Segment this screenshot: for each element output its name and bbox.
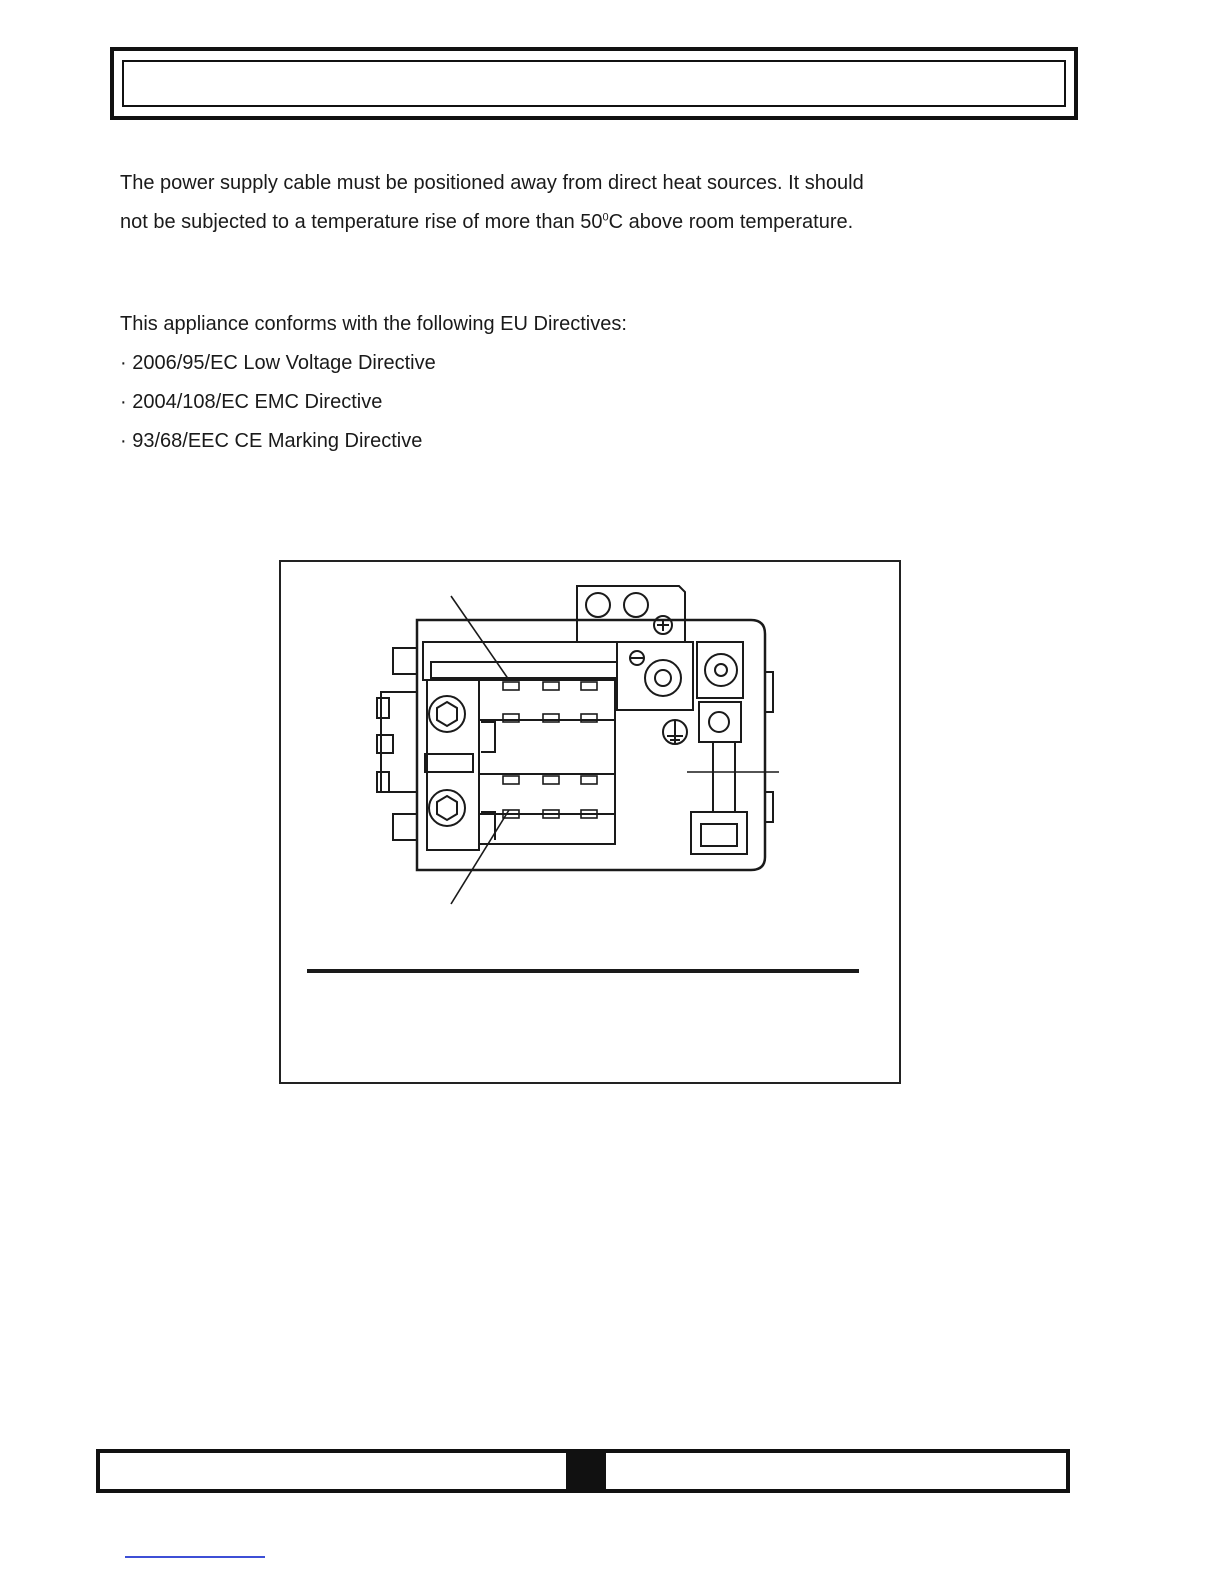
header-frame <box>110 47 1078 120</box>
heat-warning-text: The power supply cable must be positioned away from direct heat sources. It should not be subjected to a temperature rise of more than 50 <box>120 172 864 233</box>
figure-caption <box>307 984 859 1044</box>
directive-item: · 93/68/EEC CE Marking Directive <box>120 430 423 452</box>
degree-superscript: 0 <box>602 211 609 224</box>
heat-warning-paragraph <box>120 164 880 242</box>
directives-section <box>120 305 880 461</box>
footer-right-text <box>620 1459 1060 1485</box>
terminal-block-figure <box>279 560 901 1084</box>
footer-bar <box>96 1449 1070 1493</box>
directive-item: · 2006/95/EC Low Voltage Directive <box>120 352 436 374</box>
directives-intro: This appliance conforms with the following EU Directives: <box>120 313 627 335</box>
directive-item: · 2004/108/EC EMC Directive <box>120 391 383 413</box>
directive-list <box>120 344 880 461</box>
heat-warning-text-end: C above room temperature. <box>608 211 854 233</box>
bottom-link-underline[interactable] <box>125 1556 265 1558</box>
header-title-box <box>122 60 1066 107</box>
page-number-block <box>566 1449 606 1493</box>
footer-left-text <box>110 1459 550 1485</box>
